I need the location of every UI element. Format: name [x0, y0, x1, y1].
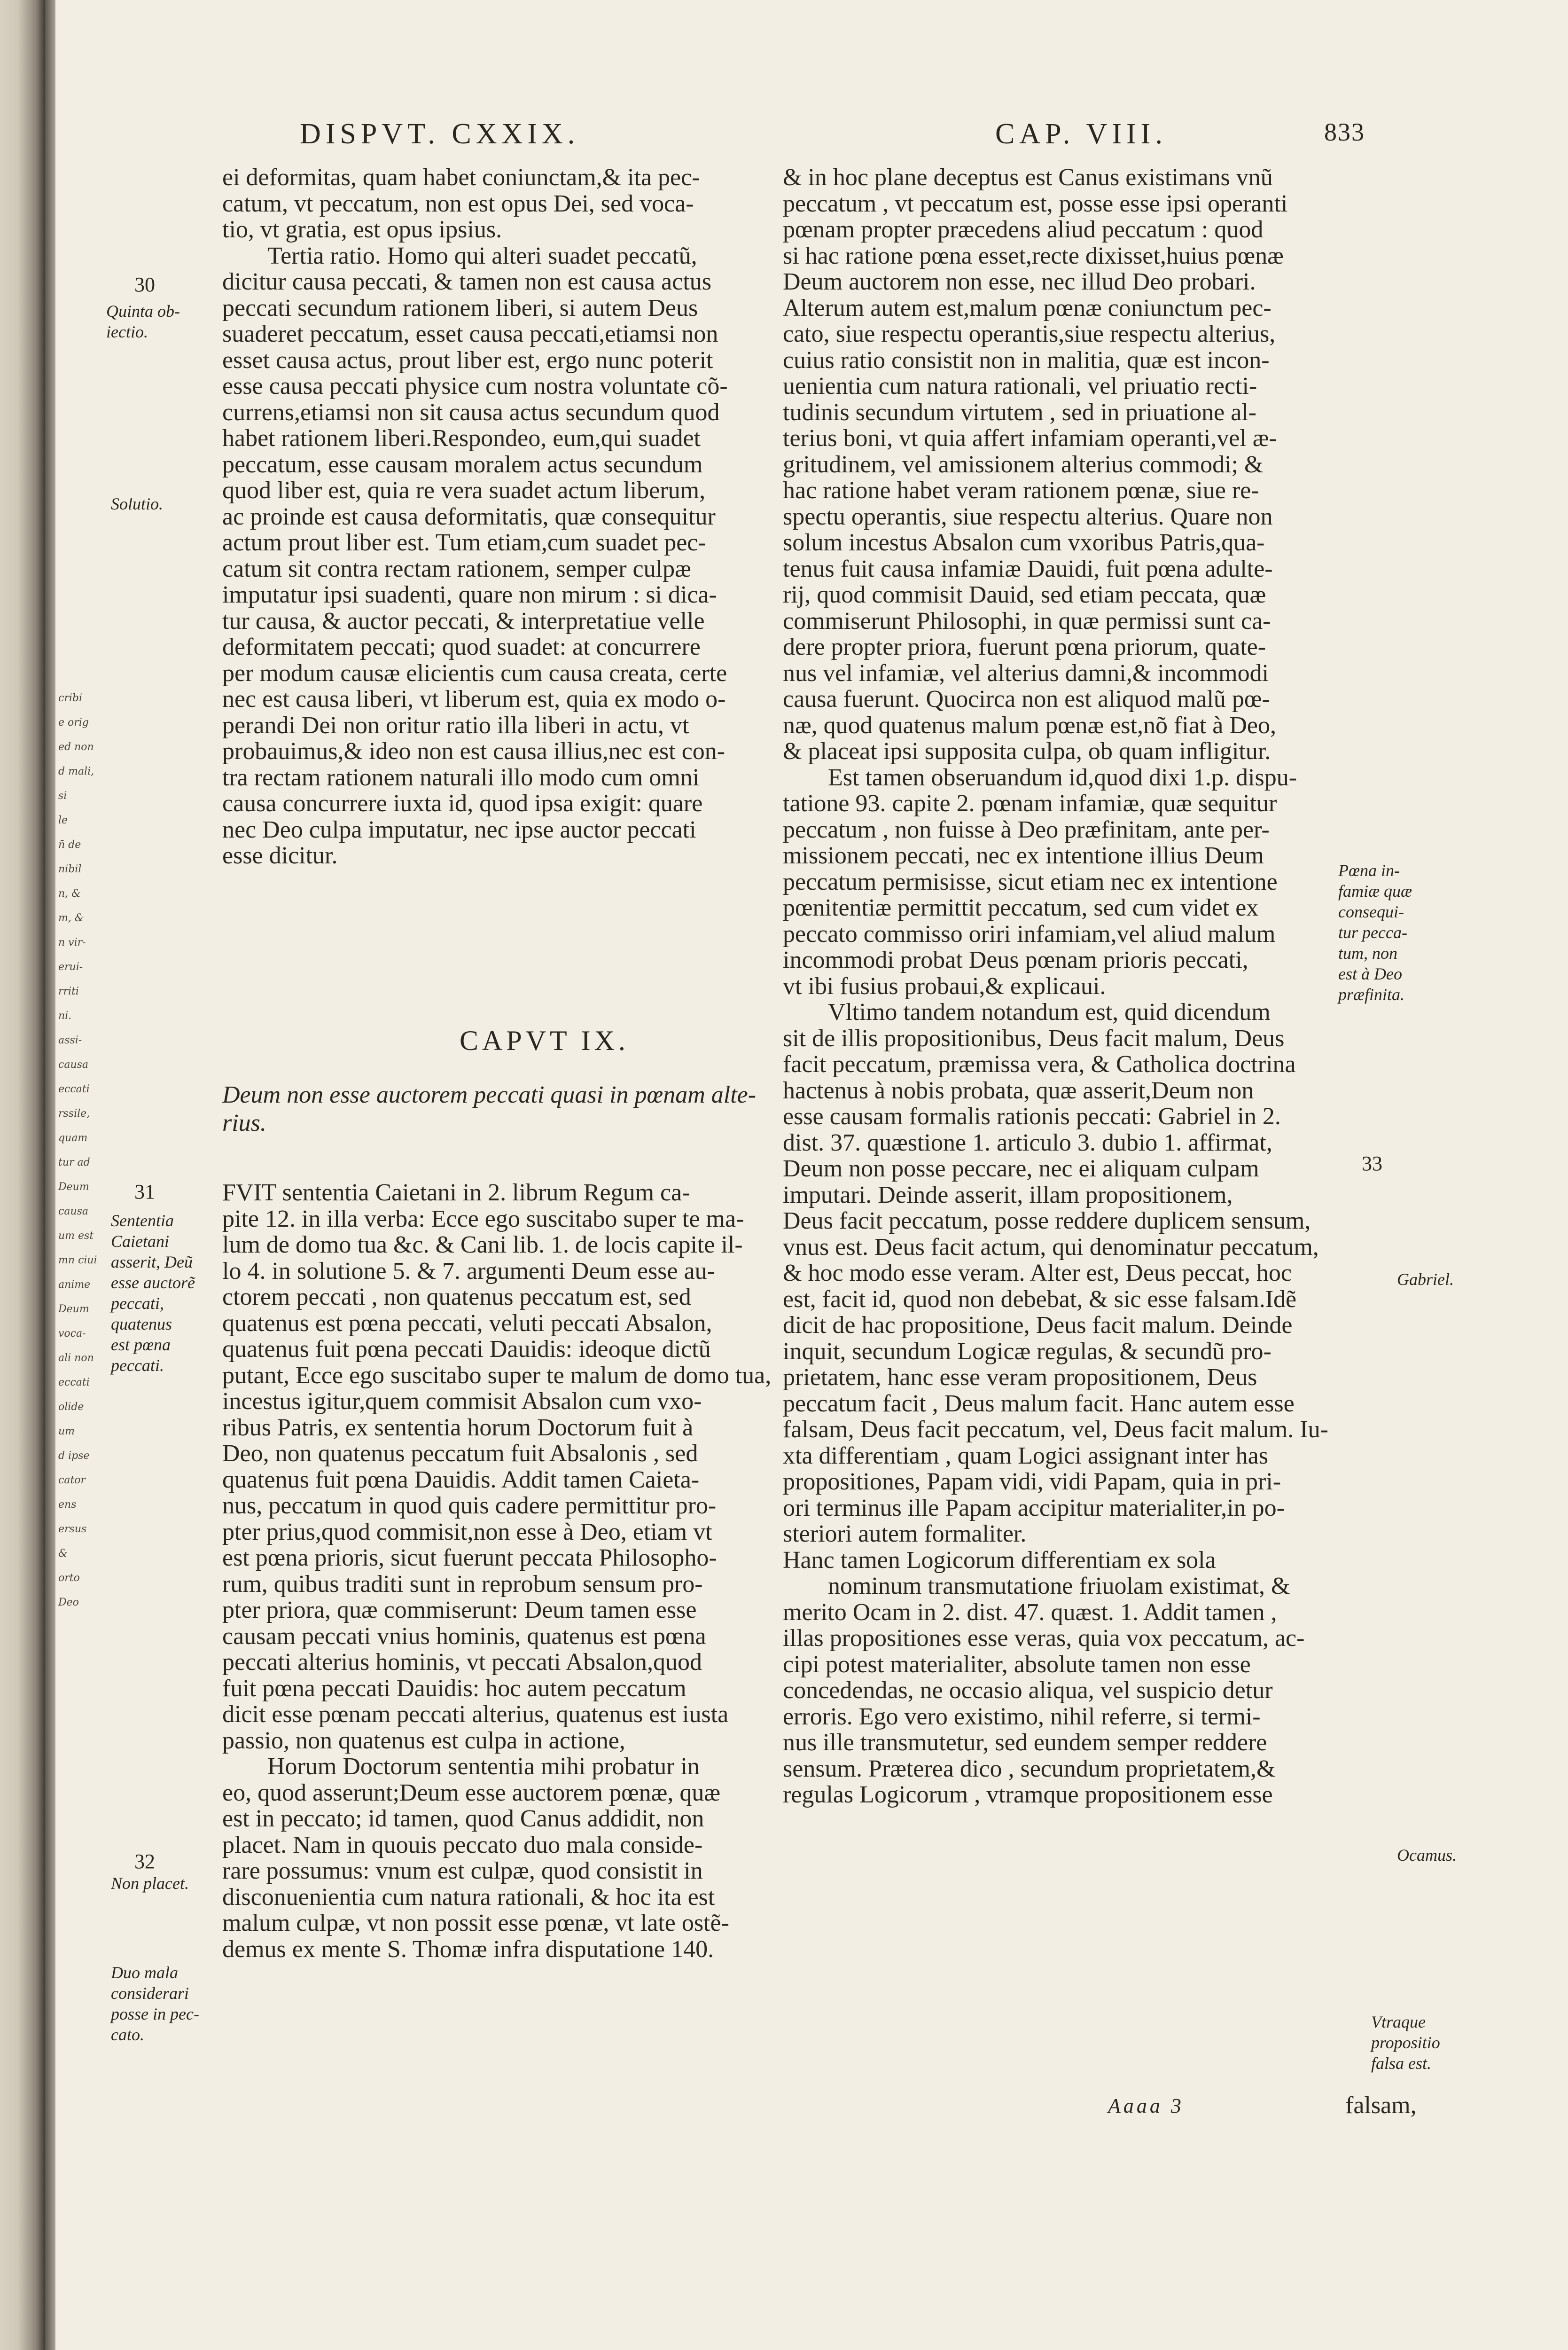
text-line: steriori autem formaliter. [783, 1520, 1027, 1547]
text-line: fuit pœna peccati Dauidis: hoc autem peccatum [222, 1675, 686, 1702]
text-line: deformitatem peccati; quod suadet: at concurrere [222, 634, 701, 660]
text-line: sensum. Præterea dico , secundum proprietatem,& [783, 1755, 1276, 1782]
text-line: merito Ocam in 2. dist. 47. quæst. 1. Addit tamen , [783, 1598, 1277, 1626]
text-line: causam peccati vnius hominis, quatenus est pœna [222, 1622, 706, 1650]
previous-page-fragment: ni. [58, 1010, 72, 1022]
margin-note-quinta-obiectio [106, 301, 180, 342]
margin-note-line: tur pecca- [1338, 923, 1407, 942]
text-line: vt ibi fusius probaui,& explicaui. [783, 972, 1106, 1000]
column-left-top [222, 164, 838, 869]
previous-page-fragment: ali non [58, 1352, 94, 1364]
text-line: dicitur causa peccati, & tamen non est causa actus [222, 268, 712, 295]
catchword: falsam, [1345, 2092, 1417, 2119]
text-line: imputatur ipsi suadenti, quare non mirum : si dica- [222, 581, 717, 608]
text-line: esset causa actus, prout liber est, ergo nunc poterit [222, 346, 713, 374]
margin-note-line: iectio. [106, 322, 148, 341]
signature-mark: Aaaa 3 [1108, 2094, 1184, 2117]
page-number: 833 [1324, 118, 1365, 146]
text-line: tra rectam rationem naturali illo modo cum omni [222, 764, 700, 791]
text-line: est in peccato; id tamen, quod Canus addidit, non [222, 1805, 704, 1832]
text-line: missionem peccati, nec ex intentione illius Deum [783, 842, 1264, 869]
text-line: xta differentiam , quam Logici assignant inter has [783, 1442, 1268, 1469]
previous-page-fragment: cator [58, 1474, 86, 1486]
previous-page-fragment: causa [58, 1059, 89, 1071]
margin-note-line: Sententia [111, 1211, 174, 1230]
text-line: peccati secundum rationem liberi, si autem Deus [222, 294, 698, 321]
previous-page-fragment: voca- [58, 1328, 86, 1340]
text-line: tudinis secundum virtutem , sed in priuatione al- [783, 399, 1257, 426]
text-line: peccatum , vt peccatum est, posse esse ipsi operanti [783, 190, 1288, 217]
margin-note-non-placet: Non placet. [111, 1874, 189, 1893]
text-line: concedendas, ne occasio aliqua, vel suspicio detur [783, 1677, 1273, 1704]
text-line: disconuenientia cum natura rationali, & hoc ita est [222, 1883, 715, 1911]
text-line: Deum auctorem non esse, nec illud Deo probari. [783, 268, 1256, 295]
text-line: peccati alterius hominis, vt peccati Absalon,quod [222, 1649, 702, 1676]
margin-note-line: est à Deo [1338, 964, 1402, 983]
text-line: peccatum facit , Deus malum facit. Hanc autem esse [783, 1390, 1295, 1417]
text-line: quatenus est pœna peccati, veluti peccati Absalon, [222, 1309, 712, 1337]
previous-page-fragment: ed non [58, 741, 94, 753]
previous-page-fragment: tur ad [58, 1157, 90, 1168]
margin-note-line: Caietani [111, 1232, 169, 1251]
text-line: cato, siue respectu operantis,siue respectu alterius, [783, 321, 1276, 347]
text-line: inquit, secundum Logicæ regulas, & secundũ pro- [783, 1338, 1272, 1365]
margin-note-line: præfinita. [1338, 985, 1405, 1004]
text-line: pite 12. in illa verba: Ecce ego suscitabo super te ma- [222, 1205, 744, 1232]
margin-note-poena-infamiae [1338, 860, 1412, 1005]
margin-note-line: falsa est. [1371, 2054, 1432, 2073]
text-line: illas propositiones esse veras, quia vox peccatum, ac- [783, 1625, 1305, 1652]
text-line: gritudinem, vel amissionem alterius commodi; & [783, 451, 1264, 478]
text-line: esse dicitur. [222, 842, 338, 869]
previous-page-fragment: Deo [58, 1597, 79, 1608]
text-line: quod liber est, quia re vera suadet actum liberum, [222, 477, 706, 504]
text-line: perandi Dei non oritur ratio illa liberi in actu, vt [222, 712, 689, 739]
text-line: cuius ratio consistit non in malitia, quæ est incon- [783, 346, 1270, 374]
text-line: commiserunt Philosophi, in quæ permissi sunt ca- [783, 607, 1271, 634]
previous-page-fragment: erui- [58, 961, 83, 973]
previous-page-fragment: eccati [58, 1083, 90, 1095]
text-line: habet rationem liberi.Respondeo, eum,qui suadet [222, 425, 701, 452]
previous-page-fragment: n vir- [58, 937, 86, 948]
text-line: nus vel infamiæ, vel alterius damni,& incommodi [783, 659, 1269, 687]
text-line: pter priora, quæ commiserunt: Deum tamen esse [222, 1597, 697, 1623]
text-line: si hac ratione pœna esset,recte dixisset,huius pœnæ [783, 242, 1284, 269]
text-line: esse causam formalis rationis peccati: Gabriel in 2. [783, 1103, 1281, 1130]
text-line: ctorem peccati , non quatenus peccatum est, sed [222, 1284, 691, 1310]
subtitle-line: rius. [222, 1110, 266, 1136]
text-line: causa fuerunt. Quocirca non est aliquod malũ pœ- [783, 686, 1270, 713]
margin-note-line: posse in pec- [111, 2005, 199, 2023]
subtitle-line: Deum non esse auctorem peccati quasi in pœnam alte- [222, 1081, 757, 1108]
previous-page-fragment: n̄ de [58, 839, 81, 851]
text-line: Deum non posse peccare, nec ei aliquam culpam [783, 1155, 1259, 1182]
text-line: rij, quod commisit Dauid, sed etiam peccata, quæ [783, 581, 1266, 608]
margin-number-31: 31 [134, 1180, 155, 1203]
text-line: putant, Ecce ego suscitabo super te malum de domo tua, [222, 1362, 772, 1389]
text-line: imputari. Deinde asserit, illam propositionem, [783, 1181, 1233, 1208]
text-line: incestus igitur,quem commisit Absalon cum vxo- [222, 1388, 702, 1415]
text-line: malum culpæ, vt non possit esse pœnæ, vt late ostẽ- [222, 1910, 729, 1936]
text-line: est, facit id, quod non debebat, & sic esse falsam.Idẽ [783, 1285, 1297, 1313]
book-gutter [0, 0, 45, 2350]
text-line: peccatum permisisse, sicut etiam nec ex intentione [783, 868, 1278, 895]
previous-page-fragment: rriti [58, 986, 79, 997]
previous-page-fragment: eccati [58, 1377, 90, 1388]
margin-note-line: asserit, Deũ [111, 1253, 193, 1271]
text-line: tur causa, & auctor peccati, & interpretatiue velle [222, 607, 705, 634]
text-line: solum incestus Absalon cum vxoribus Patris,qua- [783, 529, 1265, 556]
text-line: Deus facit peccatum, posse reddere duplicem sensum, [783, 1207, 1311, 1234]
text-line: Vltimo tandem notandum est, quid dicendum [828, 999, 1271, 1026]
previous-page-fragment: anime [58, 1279, 91, 1291]
text-line: & in hoc plane deceptus est Canus existimans vnũ [783, 164, 1273, 191]
text-line: causa concurrere iuxta id, quod ipsa exigit: quare [222, 790, 703, 817]
text-line: sit de illis propositionibus, Deus facit malum, Deus [783, 1025, 1285, 1052]
text-line: erroris. Ego vero existimo, nihil referre, si termi- [783, 1703, 1261, 1730]
margin-note-line: Duo mala [111, 1963, 178, 1982]
text-line: passio, non quatenus est culpa in actione, [222, 1727, 625, 1754]
text-line: dicit esse pœnam peccati alterius, quatenus est iusta [222, 1701, 729, 1728]
margin-note-solutio: Solutio. [111, 494, 164, 513]
previous-page-fragment: rssile, [58, 1108, 90, 1120]
margin-number-33: 33 [1362, 1152, 1382, 1175]
text-line: lum de domo tua &c. & Cani lib. 1. de locis capite il- [222, 1231, 743, 1258]
text-line: prietatem, hanc esse veram propositionem, Deus [783, 1364, 1257, 1391]
text-line: demus ex mente S. Thomæ infra disputatione 140. [222, 1935, 714, 1963]
text-line: Tertia ratio. Homo qui alteri suadet peccatũ, [267, 242, 697, 269]
chapter-subtitle [222, 1081, 838, 1137]
text-line: Horum Doctorum sententia mihi probatur in [267, 1753, 700, 1780]
running-head-right: CAP. VIII. [995, 118, 1167, 150]
previous-page-fragment: e orig [58, 717, 89, 728]
previous-page-fragment: nibil [58, 863, 82, 875]
previous-page-fragment: Deum [58, 1181, 89, 1193]
text-line: dist. 37. quæstione 1. articulo 3. dubio 1. affirmat, [783, 1129, 1272, 1156]
book-page [55, 0, 1568, 2350]
text-line: pter prius,quod commisit,non esse à Deo, etiam vt [222, 1518, 712, 1545]
text-line: falsam, Deus facit peccatum, vel, Deus facit malum. Iu- [783, 1416, 1328, 1443]
margin-note-line: Quinta ob- [106, 302, 180, 321]
column-right [783, 164, 1398, 1808]
text-line: Hanc tamen Logicorum differentiam ex sola [783, 1546, 1216, 1574]
text-line: pœnam propter præcedens aliud peccatum : quod [783, 216, 1264, 243]
previous-page-fragment: assi- [58, 1034, 82, 1046]
text-line: spectu operantis, siue respectu alterius. Quare non [783, 503, 1273, 530]
text-line: est pœna prioris, sicut fuerunt peccata Philosopho- [222, 1544, 717, 1571]
text-line: rare possumus: vnum est culpæ, quod consistit in [222, 1857, 703, 1884]
text-line: peccatum, esse causam moralem actus secundum [222, 451, 703, 478]
margin-note-line: considerari [111, 1984, 189, 2003]
text-line: ei deformitas, quam habet coniunctam,& ita pec- [222, 164, 700, 191]
text-line: nus, peccatum in quod quis cadere permittitur pro- [222, 1492, 717, 1519]
margin-note-line: Vtraque [1371, 2013, 1426, 2031]
text-line: facit peccatum, præmissa vera, & Catholica doctrina [783, 1051, 1296, 1078]
text-line: FVIT sententia Caietani in 2. librum Regum ca- [222, 1179, 690, 1206]
text-line: vnus est. Deus facit actum, qui denominatur peccatum, [783, 1233, 1319, 1261]
text-line: tio, vt gratia, est opus ipsius. [222, 216, 502, 243]
column-left-bottom [222, 1180, 838, 1962]
previous-page-fragment: ersus [58, 1523, 87, 1535]
previous-page-fragment: um [58, 1426, 75, 1437]
text-line: uenientia cum natura rationali, vel priuatio recti- [783, 373, 1257, 400]
text-line: nec Deo culpa imputatur, nec ipse auctor peccati [222, 816, 696, 843]
text-line: & placeat ipsi supposita culpa, ob quam infligitur. [783, 738, 1271, 765]
previous-page-fragment: d mali, [58, 766, 94, 777]
text-line: peccatum , non fuisse à Deo præfinitam, ante per- [783, 816, 1270, 843]
previous-page-margin [58, 686, 101, 1615]
margin-note-sententia-caietani [111, 1210, 195, 1376]
text-line: lo 4. in solutione 5. & 7. argumenti Deum esse au- [222, 1257, 715, 1285]
text-line: quatenus fuit pœna Dauidis. Addit tamen Caieta- [222, 1466, 700, 1493]
margin-note-line: peccati, [111, 1294, 164, 1313]
previous-page-fragment: & [58, 1548, 68, 1559]
margin-number-32: 32 [134, 1850, 155, 1873]
text-line: Deo, non quatenus peccatum fuit Absalonis , sed [222, 1440, 698, 1467]
text-line: ori terminus ille Papam accipitur materialiter,in po- [783, 1494, 1285, 1521]
margin-note-line: est pœna [111, 1335, 171, 1354]
previous-page-fragment: orto [58, 1572, 80, 1584]
previous-page-fragment: ens [58, 1499, 77, 1511]
text-line: catum sit contra rectam rationem, semper culpæ [222, 555, 691, 582]
text-line: quatenus fuit pœna peccati Dauidis: ideoque dictũ [222, 1336, 711, 1363]
text-line: dere propter priora, fuerunt pœna priorum, quate- [783, 634, 1266, 660]
previous-page-fragment: cribi [58, 692, 82, 704]
text-line: Alterum autem est,malum pœnæ coniunctum pec- [783, 294, 1272, 321]
text-line: regulas Logicorum , vtramque propositionem esse [783, 1781, 1273, 1808]
text-line: & hoc modo esse veram. Alter est, Deus peccat, hoc [783, 1260, 1292, 1286]
text-line: terius boni, vt quia affert infamiam operanti,vel æ- [783, 425, 1277, 452]
margin-note-line: cato. [111, 2025, 144, 2044]
previous-page-fragment: quam [58, 1132, 88, 1144]
previous-page-fragment: n, & [58, 888, 81, 900]
text-line: peccato commisso oriri infamiam,vel aliud malum [783, 920, 1276, 948]
margin-note-duo-mala [111, 1962, 199, 2045]
previous-page-fragment: d ipse [58, 1450, 90, 1462]
previous-page-fragment: causa [58, 1206, 89, 1217]
margin-note-line: Pœna in- [1338, 861, 1400, 880]
margin-note-line: esse auctorẽ [111, 1273, 195, 1292]
text-line: propositiones, Papam vidi, vidi Papam, quia in pri- [783, 1468, 1281, 1495]
previous-page-fragment: m, & [58, 912, 84, 924]
previous-page-fragment: mn ciui [58, 1254, 97, 1266]
text-line: cipi potest materialiter, absolute tamen non esse [783, 1651, 1251, 1678]
margin-note-gabriel: Gabriel. [1397, 1270, 1454, 1289]
margin-note-line: propositio [1371, 2033, 1440, 2052]
text-line: tatione 93. capite 2. pœnam infamiæ, quæ sequitur [783, 790, 1277, 817]
text-line: hactenus à nobis probata, quæ asserit,Deum non [783, 1077, 1254, 1104]
previous-page-fragment: si [58, 790, 67, 802]
text-line: incommodi probat Deus pœnam prioris peccati, [783, 947, 1248, 973]
text-line: eo, quod asserunt;Deum esse auctorem pœnæ, quæ [222, 1779, 721, 1806]
text-line: ac proinde est causa deformitatis, quæ consequitur [222, 503, 716, 530]
text-line: placet. Nam in quouis peccato duo mala conside- [222, 1831, 703, 1858]
text-line: currens,etiamsi non sit causa actus secundum quod [222, 399, 720, 426]
text-line: catum, vt peccatum, non est opus Dei, sed voca- [222, 190, 694, 217]
previous-page-fragment: Deum [58, 1303, 89, 1315]
text-line: tenus fuit causa infamiæ Dauidi, fuit pœna adulte- [783, 555, 1273, 582]
margin-note-line: tum, non [1338, 944, 1397, 963]
text-line: esse causa peccati physice cum nostra voluntate cõ- [222, 373, 728, 400]
text-line: nus ille transmutetur, sed eundem semper reddere [783, 1729, 1267, 1756]
margin-note-ocamus: Ocamus. [1397, 1846, 1457, 1864]
margin-note-line: peccati. [111, 1356, 164, 1375]
text-line: næ, quod quatenus malum pœnæ est,nõ fiat à Deo, [783, 712, 1276, 739]
running-head-left: DISPVT. CXXIX. [300, 118, 580, 150]
margin-number-30: 30 [134, 273, 155, 296]
margin-note-vtraque-propositio [1371, 2012, 1440, 2074]
previous-page-fragment: le [58, 815, 68, 826]
margin-note-line: famiæ quæ [1338, 882, 1412, 901]
previous-page-fragment: olide [58, 1401, 84, 1413]
text-line: hac ratione habet veram rationem pœnæ, siue re- [783, 477, 1259, 504]
previous-page-fragment: um est [58, 1230, 94, 1242]
margin-note-line: consequi- [1338, 902, 1404, 921]
margin-note-line: quatenus [111, 1315, 172, 1333]
text-line: ribus Patris, ex sententia horum Doctorum fuit à [222, 1414, 694, 1441]
text-line: rum, quibus traditi sunt in reprobum sensum pro- [222, 1570, 703, 1598]
text-line: Est tamen obseruandum id,quod dixi 1.p. dispu- [828, 764, 1297, 791]
text-line: pœnitentiæ permittit peccatum, sed cum videt ex [783, 894, 1259, 921]
text-line: per modum causæ elicientis cum causa creata, certe [222, 659, 727, 687]
text-line: nec est causa liberi, vt liberum est, quia ex modo o- [222, 686, 726, 713]
text-line: suaderet peccatum, esset causa peccati,etiamsi non [222, 321, 718, 347]
text-line: probauimus,& ideo non est causa illius,nec est con- [222, 738, 725, 765]
text-line: actum prout liber est. Tum etiam,cum suadet pec- [222, 529, 706, 556]
chapter-heading: CAPVT IX. [460, 1025, 629, 1056]
text-line: nominum transmutatione friuolam existimat, & [828, 1573, 1290, 1599]
text-line: dicit de hac propositione, Deus facit malum. Deinde [783, 1312, 1293, 1339]
